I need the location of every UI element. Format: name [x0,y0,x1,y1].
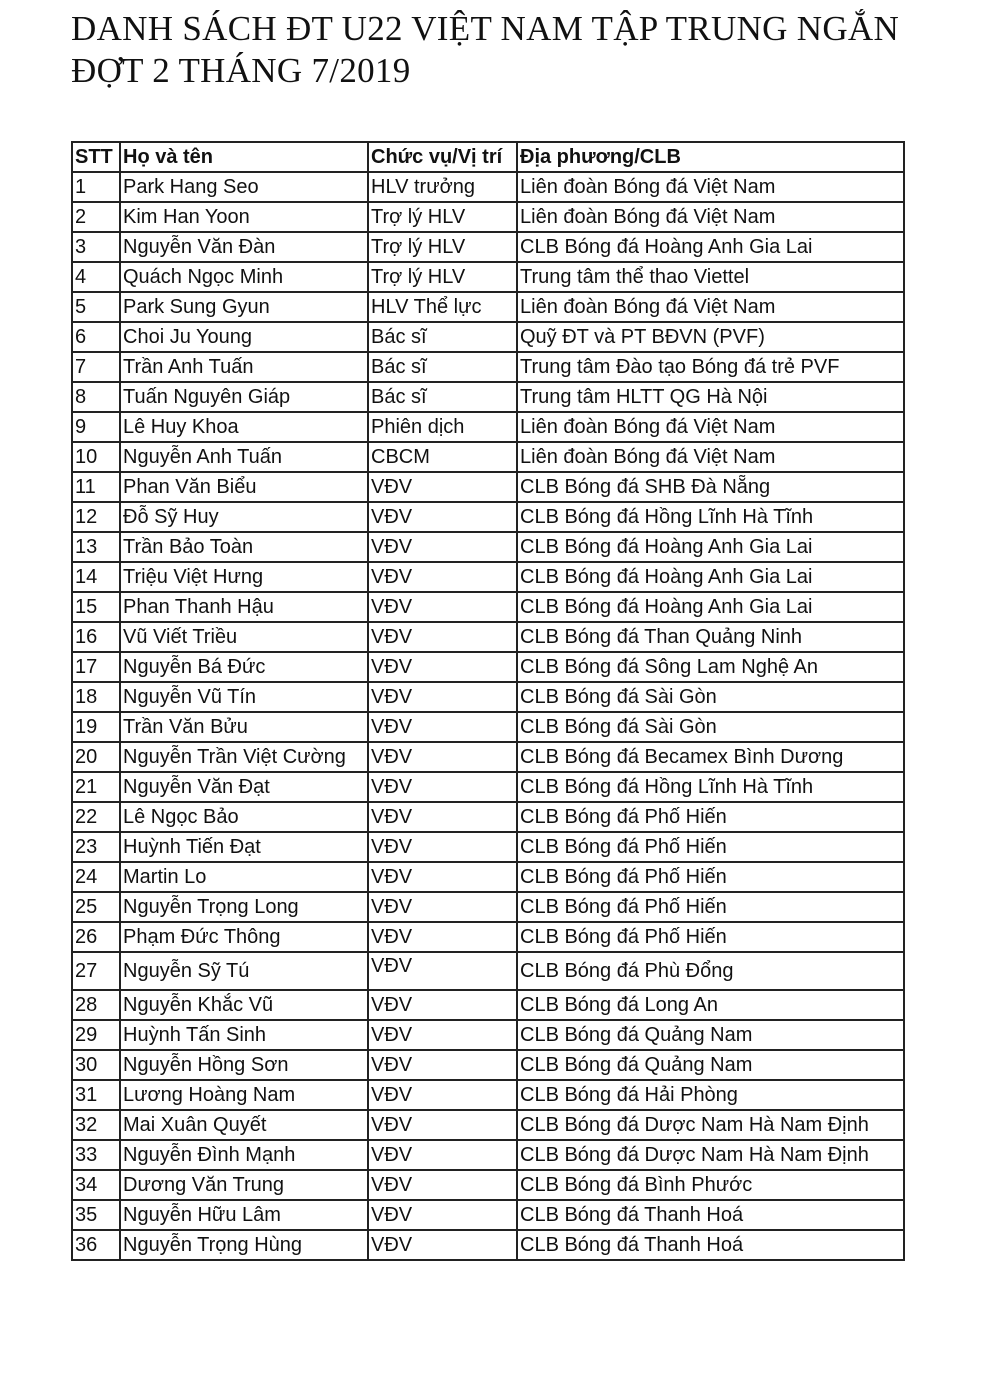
cell-role: VĐV [368,802,517,832]
cell-name: Lê Huy Khoa [120,412,368,442]
cell-name: Nguyễn Hồng Sơn [120,1050,368,1080]
cell-role: VĐV [368,862,517,892]
cell-role: VĐV [368,472,517,502]
table-row [72,322,904,352]
cell-stt: 18 [72,682,120,712]
cell-name: Huỳnh Tiến Đạt [120,832,368,862]
table-row [72,562,904,592]
title-line-1: DANH SÁCH ĐT U22 VIỆT NAM TẬP TRUNG NGẮN [71,9,900,48]
table-row [72,922,904,952]
cell-club: CLB Bóng đá Quảng Nam [517,1050,904,1080]
cell-stt: 12 [72,502,120,532]
cell-name: Nguyễn Khắc Vũ [120,990,368,1020]
table-row [72,262,904,292]
cell-stt: 23 [72,832,120,862]
cell-role: Bác sĩ [368,382,517,412]
cell-stt: 16 [72,622,120,652]
cell-name: Nguyễn Trọng Long [120,892,368,922]
table-row [72,622,904,652]
table-row [72,1140,904,1170]
cell-stt: 19 [72,712,120,742]
cell-role: VĐV [368,1170,517,1200]
cell-club: CLB Bóng đá Thanh Hoá [517,1200,904,1230]
table-row [72,352,904,382]
cell-stt: 5 [72,292,120,322]
cell-club: CLB Bóng đá Thanh Hoá [517,1230,904,1260]
cell-stt: 8 [72,382,120,412]
cell-club: CLB Bóng đá Becamex Bình Dương [517,742,904,772]
document-title [71,8,1000,92]
cell-role: VĐV [368,1230,517,1260]
cell-role: VĐV [368,1080,517,1110]
header-stt: STT [72,142,120,172]
cell-stt: 33 [72,1140,120,1170]
cell-club: CLB Bóng đá Sài Gòn [517,712,904,742]
cell-club: Trung tâm thể thao Viettel [517,262,904,292]
cell-role: Phiên dịch [368,412,517,442]
cell-club: CLB Bóng đá Than Quảng Ninh [517,622,904,652]
cell-stt: 36 [72,1230,120,1260]
cell-name: Park Sung Gyun [120,292,368,322]
cell-stt: 24 [72,862,120,892]
table-row [72,442,904,472]
cell-name: Phan Thanh Hậu [120,592,368,622]
table-row [72,532,904,562]
cell-stt: 13 [72,532,120,562]
cell-role: Trợ lý HLV [368,262,517,292]
cell-stt: 32 [72,1110,120,1140]
cell-name: Nguyễn Văn Đàn [120,232,368,262]
cell-role: VĐV [368,742,517,772]
table-row [72,592,904,622]
table-row [72,990,904,1020]
cell-stt: 31 [72,1080,120,1110]
cell-role: VĐV [368,772,517,802]
cell-stt: 26 [72,922,120,952]
cell-name: Vũ Viết Triều [120,622,368,652]
cell-club: CLB Bóng đá Sài Gòn [517,682,904,712]
cell-role: VĐV [368,922,517,952]
cell-club: CLB Bóng đá Hồng Lĩnh Hà Tĩnh [517,502,904,532]
cell-club: CLB Bóng đá Phố Hiến [517,892,904,922]
cell-stt: 35 [72,1200,120,1230]
cell-stt: 2 [72,202,120,232]
cell-name: Mai Xuân Quyết [120,1110,368,1140]
title-line-2: ĐỢT 2 THÁNG 7/2019 [71,51,411,90]
cell-role: VĐV [368,682,517,712]
table-row [72,172,904,202]
cell-club: CLB Bóng đá Phù Đổng [517,952,904,990]
cell-role: VĐV [368,1050,517,1080]
cell-club: CLB Bóng đá Phố Hiến [517,832,904,862]
cell-club: Trung tâm Đào tạo Bóng đá trẻ PVF [517,352,904,382]
header-role: Chức vụ/Vị trí [368,142,517,172]
cell-stt: 14 [72,562,120,592]
table-header-row [72,142,904,172]
cell-name: Phan Văn Biểu [120,472,368,502]
table-row [72,292,904,322]
table-row [72,202,904,232]
table-row [72,382,904,412]
table-row [72,772,904,802]
cell-club: CLB Bóng đá Long An [517,990,904,1020]
cell-club: Trung tâm HLTT QG Hà Nội [517,382,904,412]
cell-name: Quách Ngọc Minh [120,262,368,292]
cell-name: Nguyễn Văn Đạt [120,772,368,802]
cell-role: Bác sĩ [368,322,517,352]
table-row [72,1200,904,1230]
table-row [72,472,904,502]
cell-club: CLB Bóng đá Hoàng Anh Gia Lai [517,532,904,562]
cell-role: Trợ lý HLV [368,202,517,232]
roster-body [72,172,904,1260]
table-row [72,1020,904,1050]
cell-club: CLB Bóng đá Phố Hiến [517,922,904,952]
cell-name: Nguyễn Vũ Tín [120,682,368,712]
cell-name: Nguyễn Anh Tuấn [120,442,368,472]
cell-name: Trần Bảo Toàn [120,532,368,562]
cell-role: HLV Thể lực [368,292,517,322]
cell-club: Liên đoàn Bóng đá Việt Nam [517,412,904,442]
cell-role: VĐV [368,532,517,562]
cell-role: Trợ lý HLV [368,232,517,262]
cell-role: VĐV [368,502,517,532]
cell-stt: 30 [72,1050,120,1080]
cell-club: Liên đoàn Bóng đá Việt Nam [517,442,904,472]
table-row [72,1110,904,1140]
cell-role: VĐV [368,712,517,742]
cell-name: Phạm Đức Thông [120,922,368,952]
cell-name: Nguyễn Đình Mạnh [120,1140,368,1170]
cell-club: CLB Bóng đá Hoàng Anh Gia Lai [517,592,904,622]
cell-club: Liên đoàn Bóng đá Việt Nam [517,172,904,202]
cell-stt: 29 [72,1020,120,1050]
cell-name: Martin Lo [120,862,368,892]
table-row [72,802,904,832]
cell-stt: 28 [72,990,120,1020]
table-row [72,862,904,892]
cell-stt: 34 [72,1170,120,1200]
cell-name: Dương Văn Trung [120,1170,368,1200]
table-row [72,652,904,682]
cell-club: CLB Bóng đá Bình Phước [517,1170,904,1200]
cell-role: CBCM [368,442,517,472]
cell-stt: 22 [72,802,120,832]
cell-name: Trần Văn Bửu [120,712,368,742]
table-row [72,892,904,922]
header-name: Họ và tên [120,142,368,172]
cell-name: Nguyễn Bá Đức [120,652,368,682]
cell-stt: 11 [72,472,120,502]
table-row [72,1050,904,1080]
table-row [72,232,904,262]
cell-role: VĐV [368,952,517,990]
cell-role: VĐV [368,892,517,922]
table-row [72,952,904,990]
cell-role: VĐV [368,622,517,652]
cell-club: CLB Bóng đá Hồng Lĩnh Hà Tĩnh [517,772,904,802]
table-row [72,832,904,862]
cell-stt: 9 [72,412,120,442]
cell-name: Nguyễn Trần Việt Cường [120,742,368,772]
cell-role: HLV trưởng [368,172,517,202]
cell-name: Trần Anh Tuấn [120,352,368,382]
cell-club: CLB Bóng đá Phố Hiến [517,862,904,892]
cell-role: VĐV [368,562,517,592]
cell-role: VĐV [368,1140,517,1170]
cell-name: Nguyễn Sỹ Tú [120,952,368,990]
cell-name: Huỳnh Tấn Sinh [120,1020,368,1050]
cell-club: CLB Bóng đá Hoàng Anh Gia Lai [517,232,904,262]
cell-stt: 1 [72,172,120,202]
cell-club: CLB Bóng đá Dược Nam Hà Nam Định [517,1110,904,1140]
table-row [72,1170,904,1200]
cell-stt: 25 [72,892,120,922]
cell-stt: 15 [72,592,120,622]
cell-name: Park Hang Seo [120,172,368,202]
cell-name: Choi Ju Young [120,322,368,352]
cell-stt: 7 [72,352,120,382]
cell-club: CLB Bóng đá SHB Đà Nẵng [517,472,904,502]
cell-stt: 20 [72,742,120,772]
cell-club: Liên đoàn Bóng đá Việt Nam [517,202,904,232]
cell-name: Nguyễn Hữu Lâm [120,1200,368,1230]
table-row [72,712,904,742]
cell-name: Tuấn Nguyên Giáp [120,382,368,412]
table-row [72,502,904,532]
cell-name: Triệu Việt Hưng [120,562,368,592]
cell-club: CLB Bóng đá Phố Hiến [517,802,904,832]
cell-club: CLB Bóng đá Dược Nam Hà Nam Định [517,1140,904,1170]
cell-role: VĐV [368,652,517,682]
cell-name: Nguyễn Trọng Hùng [120,1230,368,1260]
table-row [72,682,904,712]
cell-role: Bác sĩ [368,352,517,382]
table-row [72,412,904,442]
cell-role: VĐV [368,592,517,622]
cell-role: VĐV [368,990,517,1020]
cell-stt: 10 [72,442,120,472]
cell-name: Đỗ Sỹ Huy [120,502,368,532]
table-row [72,1080,904,1110]
cell-role: VĐV [368,1020,517,1050]
cell-stt: 6 [72,322,120,352]
cell-stt: 21 [72,772,120,802]
cell-club: CLB Bóng đá Hoàng Anh Gia Lai [517,562,904,592]
cell-role: VĐV [368,1200,517,1230]
cell-stt: 27 [72,952,120,990]
cell-stt: 17 [72,652,120,682]
cell-club: CLB Bóng đá Sông Lam Nghệ An [517,652,904,682]
table-row [72,1230,904,1260]
cell-club: CLB Bóng đá Quảng Nam [517,1020,904,1050]
cell-club: Liên đoàn Bóng đá Việt Nam [517,292,904,322]
cell-role: VĐV [368,1110,517,1140]
roster-table [71,141,905,1261]
cell-club: CLB Bóng đá Hải Phòng [517,1080,904,1110]
cell-stt: 3 [72,232,120,262]
cell-stt: 4 [72,262,120,292]
cell-club: Quỹ ĐT và PT BĐVN (PVF) [517,322,904,352]
cell-name: Kim Han Yoon [120,202,368,232]
cell-name: Lương Hoàng Nam [120,1080,368,1110]
cell-name: Lê Ngọc Bảo [120,802,368,832]
table-row [72,742,904,772]
cell-role: VĐV [368,832,517,862]
header-club: Địa phương/CLB [517,142,904,172]
